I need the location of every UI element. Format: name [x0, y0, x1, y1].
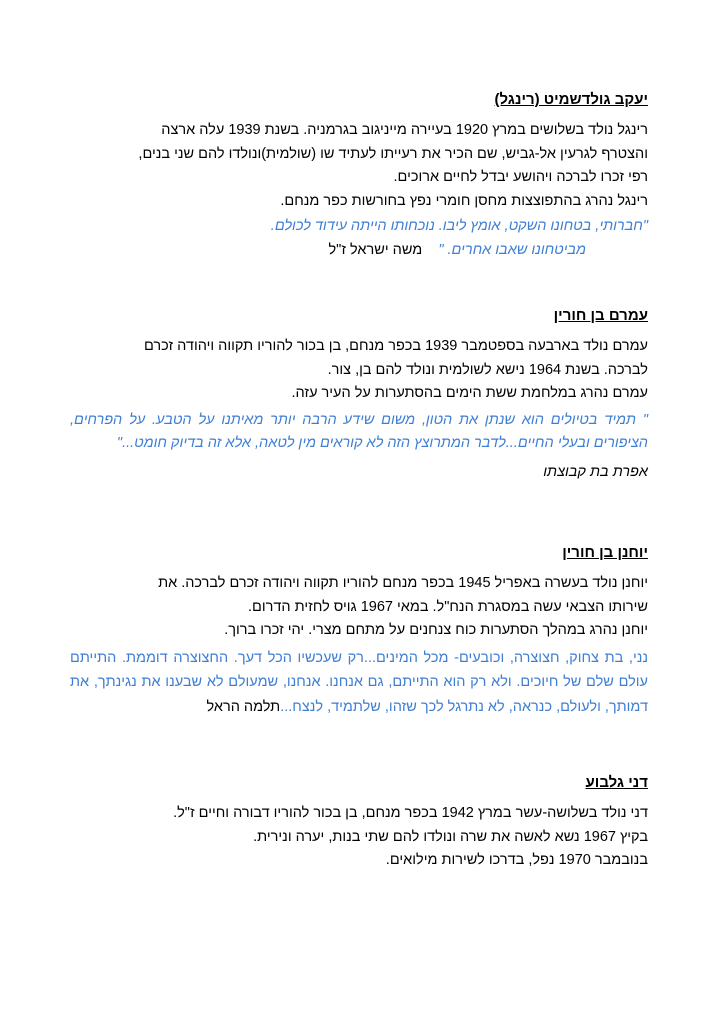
section-yohanan-ben-horin [70, 542, 648, 719]
section-title: יעקב גולדשמיט (רינגל) [494, 91, 648, 108]
memorial-quote-block [70, 646, 648, 720]
quote-author: משה ישראל ז"ל [328, 241, 423, 258]
body-line: והצטרף לגרעין אל-גביש, שם הכיר את רעייתו לעתיד שו (שולמית)ונולדו להם שני בנים, [138, 145, 648, 162]
body-line: רינגל נהרג בהתפוצצות מחסן חומרי נפץ בחורשות כפר מנחם. [280, 192, 648, 209]
body-line: לברכה. בשנת 1964 נישא לשולמית ונולד להם בן, צור. [327, 361, 648, 378]
body-line: שירותו הצבאי עשה במסגרת הנח"ל. במאי 1967 גויס לחזית הדרום. [248, 598, 648, 615]
memorial-quote: " תמיד בטיולים הוא שנתן את הטון, משום שידע הרבה יותר מאיתנו על הטבע. על הפרחים, הציפורים ובעלי החיים...לדבר המתרוצץ הזה לא קוראים מין לטאה, אלא זה בדיוק חומט..." [70, 411, 648, 451]
section-yaakov-goldschmidt [70, 89, 648, 262]
memorial-quote: מביטחונו שאבו אחרים. " [438, 241, 586, 258]
memorial-quote: "חברותי, בטחונו השקט, אומץ ליבו. נוכחותו הייתה עידוד לכולם. [270, 218, 648, 234]
body-line: בנובמבר 1970 נפל, בדרכו לשירות מילואים. [385, 852, 648, 868]
body-line: עמרם נהרג במלחמת ששת הימים בהסתערות על העיר עזה. [291, 385, 648, 401]
body-line: בקיץ 1967 נשא לאשה את שרה ונולדו להם שתי בנות, יערה ונירית. [253, 828, 648, 845]
section-title: עמרם בן חורין [553, 307, 648, 324]
body-line: דני נולד בשלושה-עשר במרץ 1942 בכפר מנחם, בן בכור להוריו דבורה וחיים ז"ל. [173, 805, 648, 821]
section-amram-ben-horin [70, 305, 648, 484]
quote-author: אפרת בת קבוצתו [543, 463, 648, 480]
section-title: דני גלבוע [585, 774, 648, 791]
body-line: רינגל נולד בשלושים במרץ 1920 בעיירה מייניגוב בגרמניה. בשנת 1939 עלה ארצה [161, 122, 648, 138]
quote-signature-line [70, 239, 648, 263]
section-dani-gilboa [70, 772, 648, 873]
memorial-quote: נני, בת צחוק, חצוצרה, וכובעים- מכל המינים...רק שעכשיו הכל דעך. החצוצרה דוממת. התייתם עולם שלם של חיוכים. ולא רק הוא התייתם, גם אנחנו. אנחנו, שמעולם לא שבענו את נגינתך, את דמותך, ולעולם, כנראה, לא נתרגל לכך שזהו, שלתמיד, לנצח... [70, 649, 648, 715]
body-line: עמרם נולד בארבעה בספטמבר 1939 בכפר מנחם, בן בכור להוריו תקווה ויהודה זכרם [143, 338, 648, 354]
quote-author: תלמה הראל [206, 698, 281, 715]
body-line: רפי זכרו לברכה ויהושע יבדל לחיים ארוכים. [393, 169, 648, 185]
body-line: יוחנן נולד בעשרה באפריל 1945 בכפר מנחם להוריו תקווה ויהודה זכרם לברכה. את [158, 575, 648, 591]
body-line: יוחנן נהרג במהלך הסתערות כוח צנחנים על מתחם מצרי. יהי זכרו ברוך. [224, 622, 648, 638]
section-title: יוחנן בן חורין [562, 544, 648, 561]
